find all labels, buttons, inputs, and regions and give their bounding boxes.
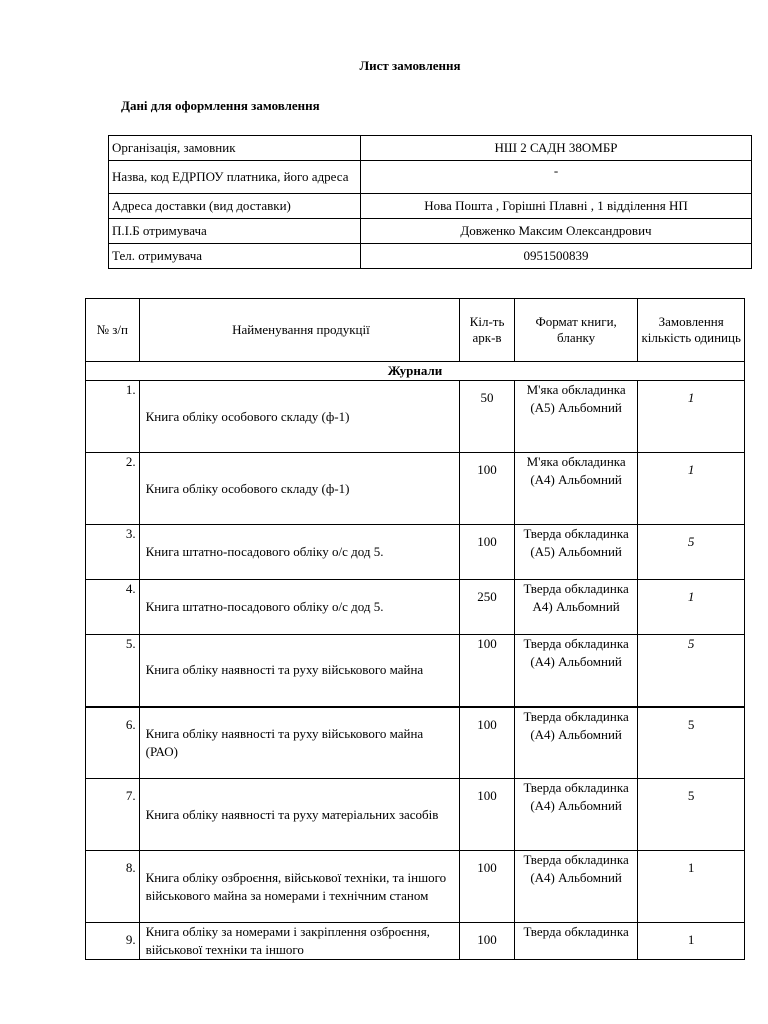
table-row [86, 779, 745, 851]
row-sheets: 100 [460, 525, 515, 580]
table-row [86, 923, 745, 960]
payer-row [109, 161, 752, 194]
organization-label: Організація, замовник [109, 136, 361, 161]
row-sheets: 250 [460, 580, 515, 635]
header-format: Формат книги, бланку [514, 299, 637, 362]
phone-value: 0951500839 [361, 244, 752, 269]
payer-value: - [361, 161, 752, 194]
table-row [86, 453, 745, 525]
delivery-label: Адреса доставки (вид доставки) [109, 194, 361, 219]
row-name: Книга обліку особового складу (ф-1) [139, 453, 460, 525]
table-row [86, 707, 745, 779]
row-num: 4. [86, 580, 140, 635]
section-title: Журнали [86, 362, 745, 381]
section-row [86, 362, 745, 381]
row-name: Книга штатно-посадового обліку о/с дод 5. [139, 525, 460, 580]
row-name: Книга обліку наявності та руху військового майна (РАО) [139, 707, 460, 779]
row-sheets: 100 [460, 453, 515, 525]
row-sheets: 100 [460, 779, 515, 851]
row-format: Тверда обкладинка (А4) Альбомний [514, 851, 637, 923]
delivery-value: Нова Пошта , Горішні Плавні , 1 відділення НП [361, 194, 752, 219]
row-name: Книга штатно-посадового обліку о/с дод 5. [139, 580, 460, 635]
row-format: Тверда обкладинка (А4) Альбомний [514, 779, 637, 851]
row-num: 6. [86, 707, 140, 779]
row-num: 5. [86, 635, 140, 707]
table-row [86, 381, 745, 453]
delivery-row [109, 194, 752, 219]
row-format: Тверда обкладинка [514, 923, 637, 960]
row-num: 2. [86, 453, 140, 525]
row-qty: 5 [638, 525, 745, 580]
row-name: Книга обліку за номерами і закріплення озброєння, військової техніки та іншого [139, 923, 460, 960]
row-qty: 5 [638, 779, 745, 851]
phone-row [109, 244, 752, 269]
row-sheets: 100 [460, 635, 515, 707]
payer-label: Назва, код ЕДРПОУ платника, його адреса [109, 161, 361, 194]
row-num: 9. [86, 923, 140, 960]
row-name: Книга обліку наявності та руху матеріальних засобів [139, 779, 460, 851]
row-format: Тверда обкладинка (А4) Альбомний [514, 635, 637, 707]
row-qty: 1 [638, 580, 745, 635]
row-num: 3. [86, 525, 140, 580]
row-qty: 5 [638, 635, 745, 707]
organization-value: НШ 2 САДН 38ОМБР [361, 136, 752, 161]
row-qty: 5 [638, 707, 745, 779]
recipient-value: Довженко Максим Олександрович [361, 219, 752, 244]
order-info-table [108, 135, 752, 269]
row-sheets: 100 [460, 923, 515, 960]
row-num: 7. [86, 779, 140, 851]
row-qty: 1 [638, 453, 745, 525]
header-sheets: Кіл-ть арк-в [460, 299, 515, 362]
row-sheets: 50 [460, 381, 515, 453]
row-num: 8. [86, 851, 140, 923]
row-qty: 1 [638, 851, 745, 923]
row-format: Тверда обкладинка (А5) Альбомний [514, 525, 637, 580]
row-format: Тверда обкладинка (А4) Альбомний [514, 707, 637, 779]
recipient-label: П.І.Б отримувача [109, 219, 361, 244]
row-num: 1. [86, 381, 140, 453]
table-row [86, 851, 745, 923]
row-format: Тверда обкладинка А4) Альбомний [514, 580, 637, 635]
table-row [86, 525, 745, 580]
table-row [86, 635, 745, 707]
row-name: Книга обліку наявності та руху військового майна [139, 635, 460, 707]
row-sheets: 100 [460, 851, 515, 923]
row-name: Книга обліку озброєння, військової техніки, та іншого військового майна за номерами і технічним станом [139, 851, 460, 923]
document-title: Лист замовлення [359, 58, 461, 73]
document-subtitle: Дані для оформлення замовлення [121, 98, 320, 113]
table-row [86, 580, 745, 635]
row-qty: 1 [638, 381, 745, 453]
products-header-row [86, 299, 745, 362]
recipient-row [109, 219, 752, 244]
row-name: Книга обліку особового складу (ф-1) [139, 381, 460, 453]
row-format: М'яка обкладинка (А5) Альбомний [514, 381, 637, 453]
header-name: Найменування продукції [139, 299, 460, 362]
header-qty: Замовлення кількість одиниць [638, 299, 745, 362]
header-num: № з/п [86, 299, 140, 362]
row-format: М'яка обкладинка (А4) Альбомний [514, 453, 637, 525]
row-qty: 1 [638, 923, 745, 960]
organization-row [109, 136, 752, 161]
row-sheets: 100 [460, 707, 515, 779]
products-table [85, 298, 745, 960]
phone-label: Тел. отримувача [109, 244, 361, 269]
